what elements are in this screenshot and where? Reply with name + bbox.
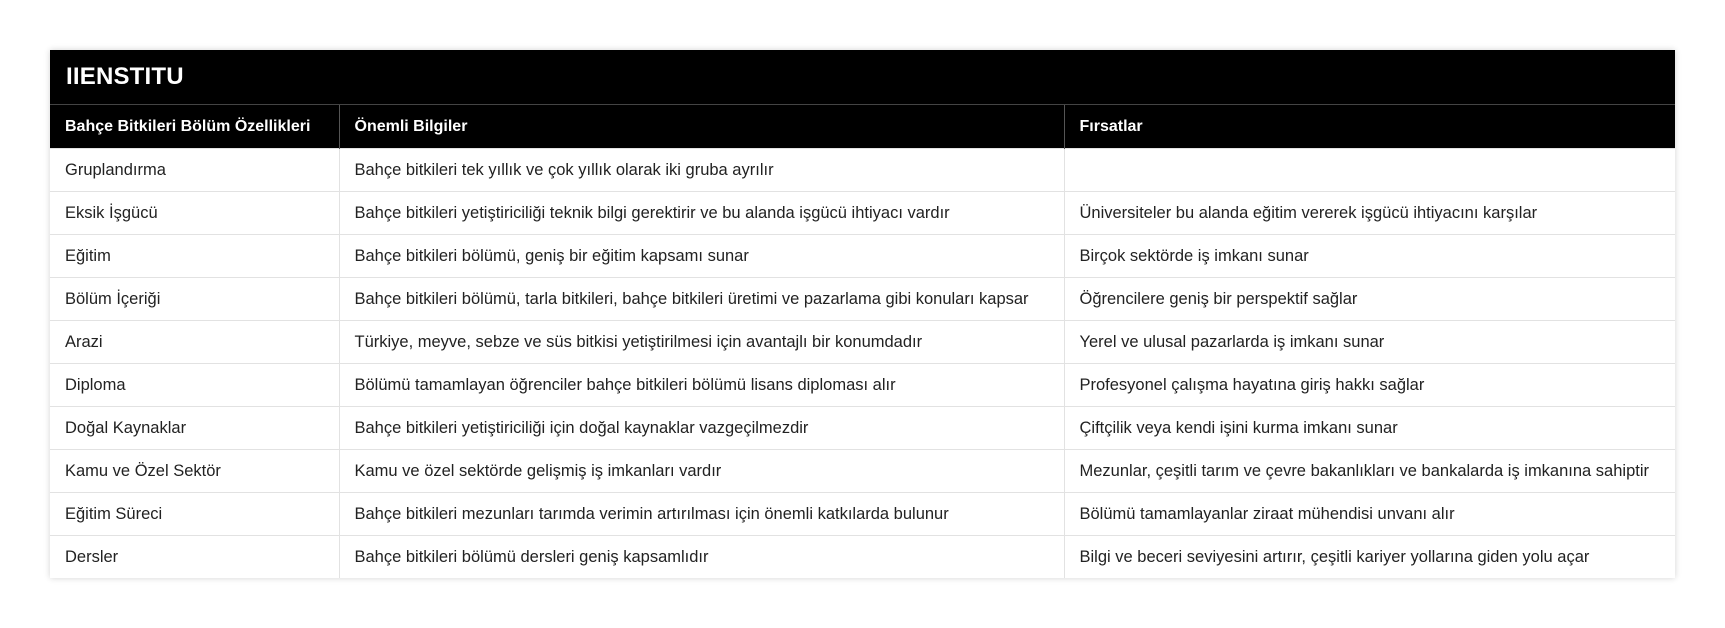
- cell-opportunity: Birçok sektörde iş imkanı sunar: [1064, 235, 1675, 278]
- cell-feature: Bölüm İçeriği: [50, 278, 339, 321]
- cell-feature: Eğitim: [50, 235, 339, 278]
- cell-feature: Eksik İşgücü: [50, 192, 339, 235]
- cell-opportunity: Bilgi ve beceri seviyesini artırır, çeşitli kariyer yollarına giden yolu açar: [1064, 536, 1675, 579]
- cell-opportunity: Yerel ve ulusal pazarlarda iş imkanı sunar: [1064, 321, 1675, 364]
- cell-info: Bahçe bitkileri tek yıllık ve çok yıllık olarak iki gruba ayrılır: [339, 149, 1064, 192]
- cell-info: Bahçe bitkileri mezunları tarımda verimin artırılması için önemli katkılarda bulunur: [339, 493, 1064, 536]
- table-row: [50, 407, 1675, 450]
- cell-info: Türkiye, meyve, sebze ve süs bitkisi yetiştirilmesi için avantajlı bir konumdadır: [339, 321, 1064, 364]
- cell-opportunity: Mezunlar, çeşitli tarım ve çevre bakanlıkları ve bankalarda iş imkanına sahiptir: [1064, 450, 1675, 493]
- cell-opportunity: Profesyonel çalışma hayatına giriş hakkı sağlar: [1064, 364, 1675, 407]
- table-title: IIENSTITU: [50, 50, 1675, 105]
- info-table-card: [50, 50, 1675, 578]
- header-opportunities: Fırsatlar: [1064, 105, 1675, 149]
- table-row: [50, 493, 1675, 536]
- table-row: [50, 278, 1675, 321]
- info-table: [50, 105, 1675, 578]
- header-key-info: Önemli Bilgiler: [339, 105, 1064, 149]
- cell-feature: Eğitim Süreci: [50, 493, 339, 536]
- table-row: [50, 235, 1675, 278]
- cell-feature: Gruplandırma: [50, 149, 339, 192]
- cell-info: Bölümü tamamlayan öğrenciler bahçe bitkileri bölümü lisans diploması alır: [339, 364, 1064, 407]
- table-row: [50, 536, 1675, 579]
- cell-info: Bahçe bitkileri bölümü, tarla bitkileri, bahçe bitkileri üretimi ve pazarlama gibi konuları kapsar: [339, 278, 1064, 321]
- cell-feature: Kamu ve Özel Sektör: [50, 450, 339, 493]
- cell-info: Bahçe bitkileri yetiştiriciliği teknik bilgi gerektirir ve bu alanda işgücü ihtiyacı vardır: [339, 192, 1064, 235]
- cell-opportunity: Öğrencilere geniş bir perspektif sağlar: [1064, 278, 1675, 321]
- cell-info: Bahçe bitkileri yetiştiriciliği için doğal kaynaklar vazgeçilmezdir: [339, 407, 1064, 450]
- table-header-row: [50, 105, 1675, 149]
- cell-info: Bahçe bitkileri bölümü dersleri geniş kapsamlıdır: [339, 536, 1064, 579]
- table-row: [50, 364, 1675, 407]
- table-row: [50, 321, 1675, 364]
- cell-opportunity: Üniversiteler bu alanda eğitim vererek işgücü ihtiyacını karşılar: [1064, 192, 1675, 235]
- table-row: [50, 192, 1675, 235]
- cell-info: Bahçe bitkileri bölümü, geniş bir eğitim kapsamı sunar: [339, 235, 1064, 278]
- cell-opportunity: Çiftçilik veya kendi işini kurma imkanı sunar: [1064, 407, 1675, 450]
- table-row: [50, 149, 1675, 192]
- cell-feature: Dersler: [50, 536, 339, 579]
- cell-opportunity: [1064, 149, 1675, 192]
- header-features: Bahçe Bitkileri Bölüm Özellikleri: [50, 105, 339, 149]
- cell-feature: Doğal Kaynaklar: [50, 407, 339, 450]
- cell-info: Kamu ve özel sektörde gelişmiş iş imkanları vardır: [339, 450, 1064, 493]
- table-row: [50, 450, 1675, 493]
- cell-feature: Diploma: [50, 364, 339, 407]
- cell-feature: Arazi: [50, 321, 339, 364]
- cell-opportunity: Bölümü tamamlayanlar ziraat mühendisi unvanı alır: [1064, 493, 1675, 536]
